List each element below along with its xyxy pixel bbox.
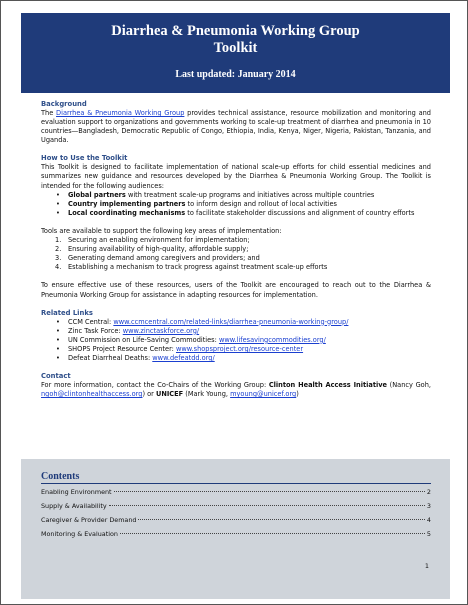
bullet-icon: • <box>56 335 60 344</box>
toc-page: 4 <box>426 516 431 524</box>
link-label: Defeat Diarrheal Deaths: <box>68 353 153 362</box>
bullet-icon: • <box>56 317 60 326</box>
bullet-icon: • <box>56 353 60 362</box>
contents-heading: Contents <box>41 471 80 482</box>
toc-leader <box>114 491 425 492</box>
toc-label: Supply & Availability <box>41 502 107 510</box>
background-pre: The <box>41 109 57 117</box>
list-item <box>41 318 431 327</box>
background-heading: Background <box>41 100 87 108</box>
link-label: Zinc Task Force: <box>68 326 123 335</box>
document-body <box>41 100 431 399</box>
audience-bold: Global partners <box>68 190 126 199</box>
area-text: Generating demand among caregivers and providers; and <box>68 254 260 263</box>
shops-project-link[interactable]: www.shopsproject.org/resource-center <box>175 344 304 353</box>
link-label: SHOPS Project Resource Center: <box>68 344 176 353</box>
unicef-email-link[interactable]: myoung@unicef.org <box>230 390 297 399</box>
toc-entry-enabling-environment[interactable] <box>41 488 431 502</box>
bullet-icon: • <box>56 199 60 208</box>
list-number: 4. <box>55 263 62 272</box>
page-number: 1 <box>424 562 429 570</box>
toc-page: 5 <box>426 530 431 538</box>
closing-paragraph: To ensure effective use of these resources, users of the Toolkit are encouraged to reach out to the Diarrhea & Pneumonia Working Group for assistance in adapting resources for implementation. <box>41 281 431 299</box>
toc-entry-supply-availability[interactable] <box>41 502 431 516</box>
list-item <box>41 200 431 209</box>
background-text: provides technical assistance, resource mobilization and monitoring and evaluation support to organizations and governments working to scale-up treatment of diarrhea and pneumonia in 10 countries—Bangladesh, Democratic Republic of Congo, Ethiopia, India, Kenya, Niger, Nigeria, Pakistan, Tanzania, and Uganda. <box>41 109 431 145</box>
chai-email-link[interactable]: ngoh@clintonhealthaccess.org <box>41 390 143 399</box>
unicef-org: UNICEF <box>155 390 184 399</box>
document-title-line2: Toolkit <box>213 40 258 56</box>
area-text: Ensuring availability of high-quality, affordable supply; <box>68 245 249 254</box>
un-commission-link[interactable]: www.lifesavingcommodities.org/ <box>218 335 326 344</box>
toc-label: Caregiver & Provider Demand <box>41 516 137 524</box>
contents-divider <box>41 483 431 484</box>
toc-leader <box>120 533 425 534</box>
contact-text: ) <box>296 390 299 399</box>
list-item <box>41 209 431 218</box>
zinc-task-force-link[interactable]: www.zinctaskforce.org/ <box>122 326 200 335</box>
area-text: Establishing a mechanism to track progress against treatment scale-up efforts <box>68 263 328 272</box>
contact-pre: For more information, contact the Co-Chairs of the Working Group: <box>41 381 269 390</box>
howto-heading: How to Use the Toolkit <box>41 154 128 163</box>
toc-page: 3 <box>426 502 431 510</box>
bullet-icon: • <box>56 208 60 217</box>
contact-text: (Nancy Goh, <box>387 381 431 390</box>
contents-box <box>21 459 450 599</box>
list-number: 2. <box>55 245 62 254</box>
list-item <box>41 191 431 200</box>
audience-bold: Country implementing partners <box>68 199 186 208</box>
areas-intro: Tools are available to support the following key areas of implementation: <box>41 226 282 235</box>
last-updated: Last updated: January 2014 <box>175 69 296 80</box>
areas-list <box>41 236 431 272</box>
bullet-icon: • <box>56 344 60 353</box>
toc-entry-caregiver-provider-demand[interactable] <box>41 516 431 530</box>
background-paragraph <box>41 109 431 145</box>
table-of-contents <box>41 488 431 544</box>
list-item <box>41 327 431 336</box>
contact-text: (Mark Young, <box>183 390 231 399</box>
related-links-list <box>41 318 431 363</box>
related-links-heading: Related Links <box>41 308 93 317</box>
list-item <box>41 336 431 345</box>
title-banner <box>21 13 450 93</box>
toc-leader <box>138 519 424 520</box>
defeat-dd-link[interactable]: www.defeatdd.org/ <box>152 353 215 362</box>
audience-text: to facilitate stakeholder discussions and alignment of country efforts <box>185 208 415 217</box>
contact-text: ) or <box>142 390 156 399</box>
list-item <box>41 354 431 363</box>
link-label: UN Commission on Life-Saving Commodities: <box>68 335 219 344</box>
audience-text: to inform design and rollout of local activities <box>185 199 337 208</box>
list-number: 3. <box>55 254 62 263</box>
audience-bold: Local coordinating mechanisms <box>68 208 186 217</box>
toc-leader <box>109 505 425 506</box>
document-title-line1: Diarrhea & Pneumonia Working Group <box>111 23 360 39</box>
list-item <box>41 345 431 354</box>
list-item <box>41 245 431 254</box>
toc-entry-monitoring-evaluation[interactable] <box>41 530 431 544</box>
bullet-icon: • <box>56 326 60 335</box>
toc-label: Enabling Environment <box>41 488 112 496</box>
toc-label: Monitoring & Evaluation <box>41 530 118 538</box>
working-group-link[interactable]: Diarrhea & Pneumonia Working Group <box>56 109 185 117</box>
list-item <box>41 263 431 272</box>
chai-org: Clinton Health Access Initiative <box>268 381 388 390</box>
ccm-central-link[interactable]: www.ccmcentral.com/related-links/diarrhea-pneumonia-working-group/ <box>113 317 349 326</box>
bullet-icon: • <box>56 190 60 199</box>
audience-list <box>41 191 431 218</box>
audience-text: with treatment scale-up programs and initiatives across multiple countries <box>125 190 375 199</box>
howto-intro: This Toolkit is designed to facilitate implementation of national scale-up efforts for child essential medicines and summarizes new guidance and resources developed by the Diarrhea & Pneumonia Working Group. The Toolkit is intended for the following audiences: <box>41 163 431 190</box>
link-label: CCM Central: <box>68 317 114 326</box>
list-item <box>41 254 431 263</box>
list-number: 1. <box>55 236 62 245</box>
area-text: Securing an enabling environment for implementation; <box>68 236 250 245</box>
list-item <box>41 236 431 245</box>
contact-heading: Contact <box>41 372 71 381</box>
contact-paragraph <box>41 381 431 399</box>
toc-page: 2 <box>426 488 431 496</box>
